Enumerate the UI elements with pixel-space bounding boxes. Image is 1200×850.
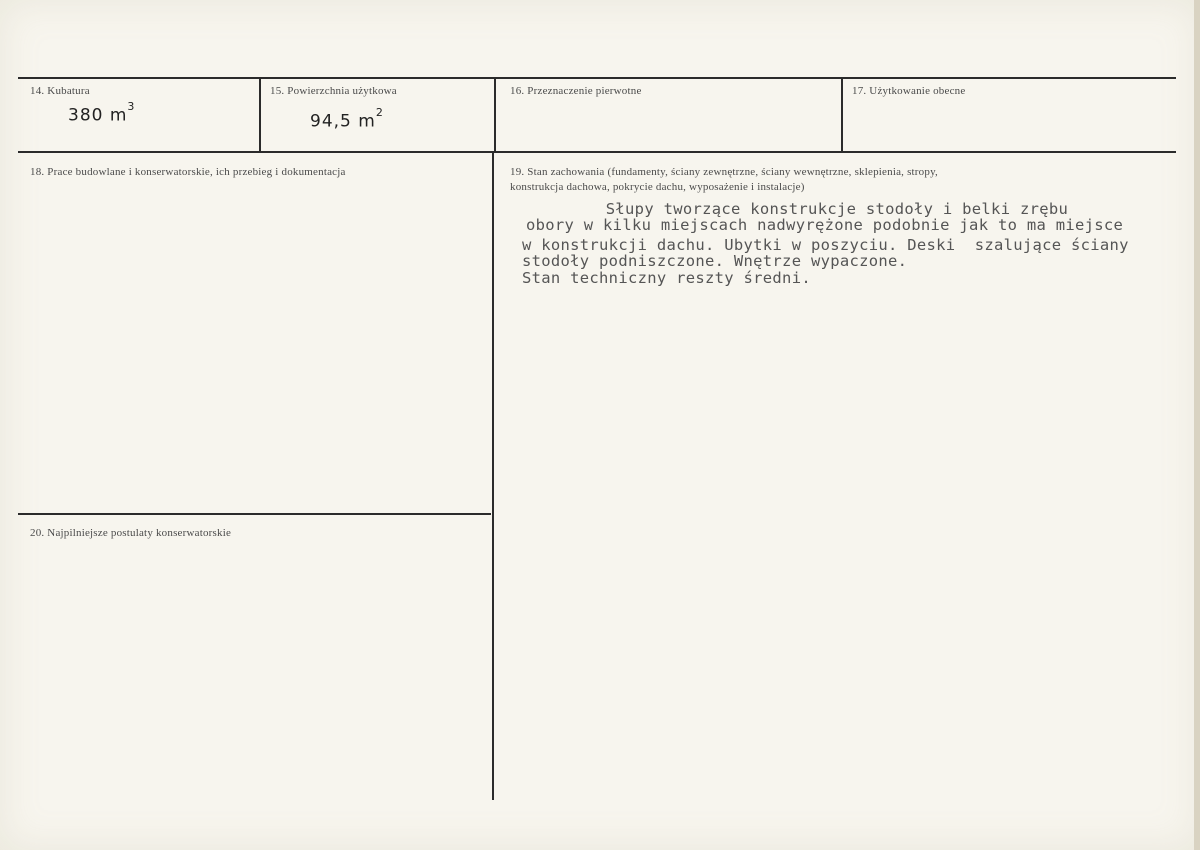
field-14-label: 14. Kubatura (30, 85, 90, 97)
field-15-label: 15. Powierzchnia użytkowa (270, 85, 397, 97)
row1-bottom-rule (18, 151, 1176, 153)
divider-16-17 (841, 78, 843, 152)
field-19-label-line2: konstrukcja dachowa, pokrycie dachu, wyposażenie i instalacje) (510, 181, 805, 193)
divider-15-16 (494, 78, 496, 152)
field-19-text-line-5: Stan techniczny reszty średni. (522, 269, 811, 287)
field-15-number: 94,5 m (310, 111, 376, 132)
rule-18-20 (18, 513, 491, 515)
field-15-value (310, 106, 384, 132)
main-vertical-divider (492, 152, 494, 800)
top-rule (18, 77, 1176, 79)
field-14-value (68, 100, 136, 126)
field-18-label: 18. Prace budowlane i konserwatorskie, ich przebieg i dokumentacja (30, 166, 346, 178)
field-14-number: 380 m (68, 105, 128, 126)
field-19-text-line-3: w konstrukcji dachu. Ubytki w poszyciu. Deski szalujące ściany (522, 236, 1129, 254)
card-edge (1194, 0, 1200, 850)
field-17-label: 17. Użytkowanie obecne (852, 85, 966, 97)
divider-14-15 (259, 78, 261, 152)
field-20-label: 20. Najpilniejsze postulaty konserwatorskie (30, 527, 232, 539)
field-19-label-line1: 19. Stan zachowania (fundamenty, ściany zewnętrzne, ściany wewnętrzne, sklepienia, stropy, (510, 166, 939, 178)
field-14-unit-exponent: 3 (127, 100, 136, 113)
field-16-label: 16. Przeznaczenie pierwotne (510, 85, 642, 97)
field-15-unit-exponent: 2 (375, 106, 384, 119)
field-19-text-line-1: Słupy tworzące konstrukcje stodoły i belki zrębu (548, 200, 1069, 218)
field-19-text-line-2: obory w kilku miejscach nadwyrężone podobnie jak to ma miejsce (526, 216, 1124, 234)
field-19-text-line-4: stodoły podniszczone. Wnętrze wypaczone. (522, 252, 908, 270)
